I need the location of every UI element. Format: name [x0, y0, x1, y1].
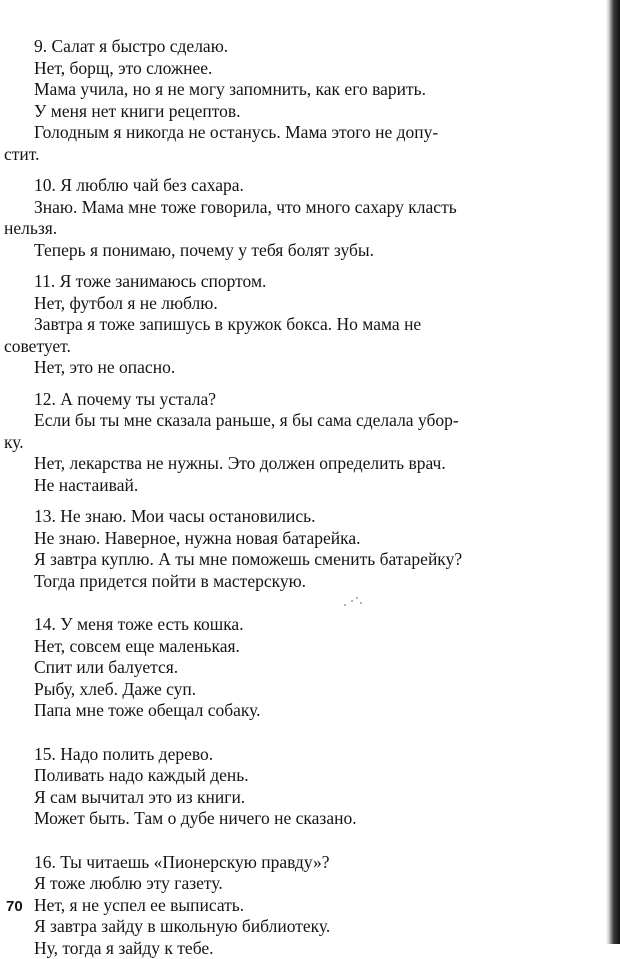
text-line: Спит или балуется.	[34, 657, 566, 679]
text-line: Нет, футбол я не люблю.	[34, 293, 566, 315]
text-line-continuation: нельзя.	[4, 218, 566, 240]
dialogue-block-16	[34, 852, 566, 959]
print-speck	[342, 596, 364, 610]
text-line: 14. У меня тоже есть кошка.	[34, 614, 566, 636]
book-spine-shadow	[606, 0, 620, 944]
text-line: У меня нет книги рецептов.	[34, 101, 566, 123]
dialogue-block-10	[34, 175, 566, 261]
text-line-continuation: ку.	[4, 432, 566, 454]
text-line: Не знаю. Наверное, нужна новая батарейка.	[34, 528, 566, 550]
dialogue-block-9	[34, 36, 566, 165]
dialogue-block-12	[34, 389, 566, 497]
text-line: 13. Не знаю. Мои часы остановились.	[34, 506, 566, 528]
text-line: Нет, борщ, это сложнее.	[34, 58, 566, 80]
text-line: Нет, я не успел ее выписать.	[34, 895, 566, 917]
text-line: Нет, совсем еще маленькая.	[34, 636, 566, 658]
text-line: Я завтра зайду в школьную библиотеку.	[34, 916, 566, 938]
dialogue-block-15	[34, 744, 566, 830]
text-line: Рыбу, хлеб. Даже суп.	[34, 679, 566, 701]
text-line-continuation: стит.	[4, 144, 566, 166]
text-line-continuation: советует.	[4, 336, 566, 358]
text-line: Если бы ты мне сказала раньше, я бы сама сделала убор-	[34, 410, 566, 432]
text-line: Теперь я понимаю, почему у тебя болят зубы.	[34, 240, 566, 262]
page-number: 70	[6, 898, 23, 916]
text-line: 9. Салат я быстро сделаю.	[34, 36, 566, 58]
text-line: Знаю. Мама мне тоже говорила, что много сахару класть	[34, 197, 566, 219]
text-line: Не настаивай.	[34, 475, 566, 497]
text-line: Завтра я тоже запишусь в кружок бокса. Но мама не	[34, 314, 566, 336]
text-line: Может быть. Там о дубе ничего не сказано.	[34, 808, 566, 830]
text-line: Нет, лекарства не нужны. Это должен определить врач.	[34, 453, 566, 475]
dialogue-block-14	[34, 614, 566, 722]
text-line: Я сам вычитал это из книги.	[34, 787, 566, 809]
dialogue-block-11	[34, 271, 566, 379]
text-line: 10. Я люблю чай без сахара.	[34, 175, 566, 197]
text-line: 16. Ты читаешь «Пионерскую правду»?	[34, 852, 566, 874]
text-line: Папа мне тоже обещал собаку.	[34, 700, 566, 722]
text-line: Нет, это не опасно.	[34, 357, 566, 379]
page-content	[34, 36, 566, 959]
text-line: 11. Я тоже занимаюсь спортом.	[34, 271, 566, 293]
text-line: 12. А почему ты устала?	[34, 389, 566, 411]
text-line: Ну, тогда я зайду к тебе.	[34, 938, 566, 959]
text-line: Я тоже люблю эту газету.	[34, 873, 566, 895]
text-line: Поливать надо каждый день.	[34, 765, 566, 787]
text-line: 15. Надо полить дерево.	[34, 744, 566, 766]
text-line: Голодным я никогда не останусь. Мама этого не допу-	[34, 122, 566, 144]
dialogue-block-13	[34, 506, 566, 592]
text-line: Тогда придется пойти в мастерскую.	[34, 571, 566, 593]
text-line: Мама учила, но я не могу запомнить, как его варить.	[34, 79, 566, 101]
text-line: Я завтра куплю. А ты мне поможешь сменить батарейку?	[34, 549, 566, 571]
